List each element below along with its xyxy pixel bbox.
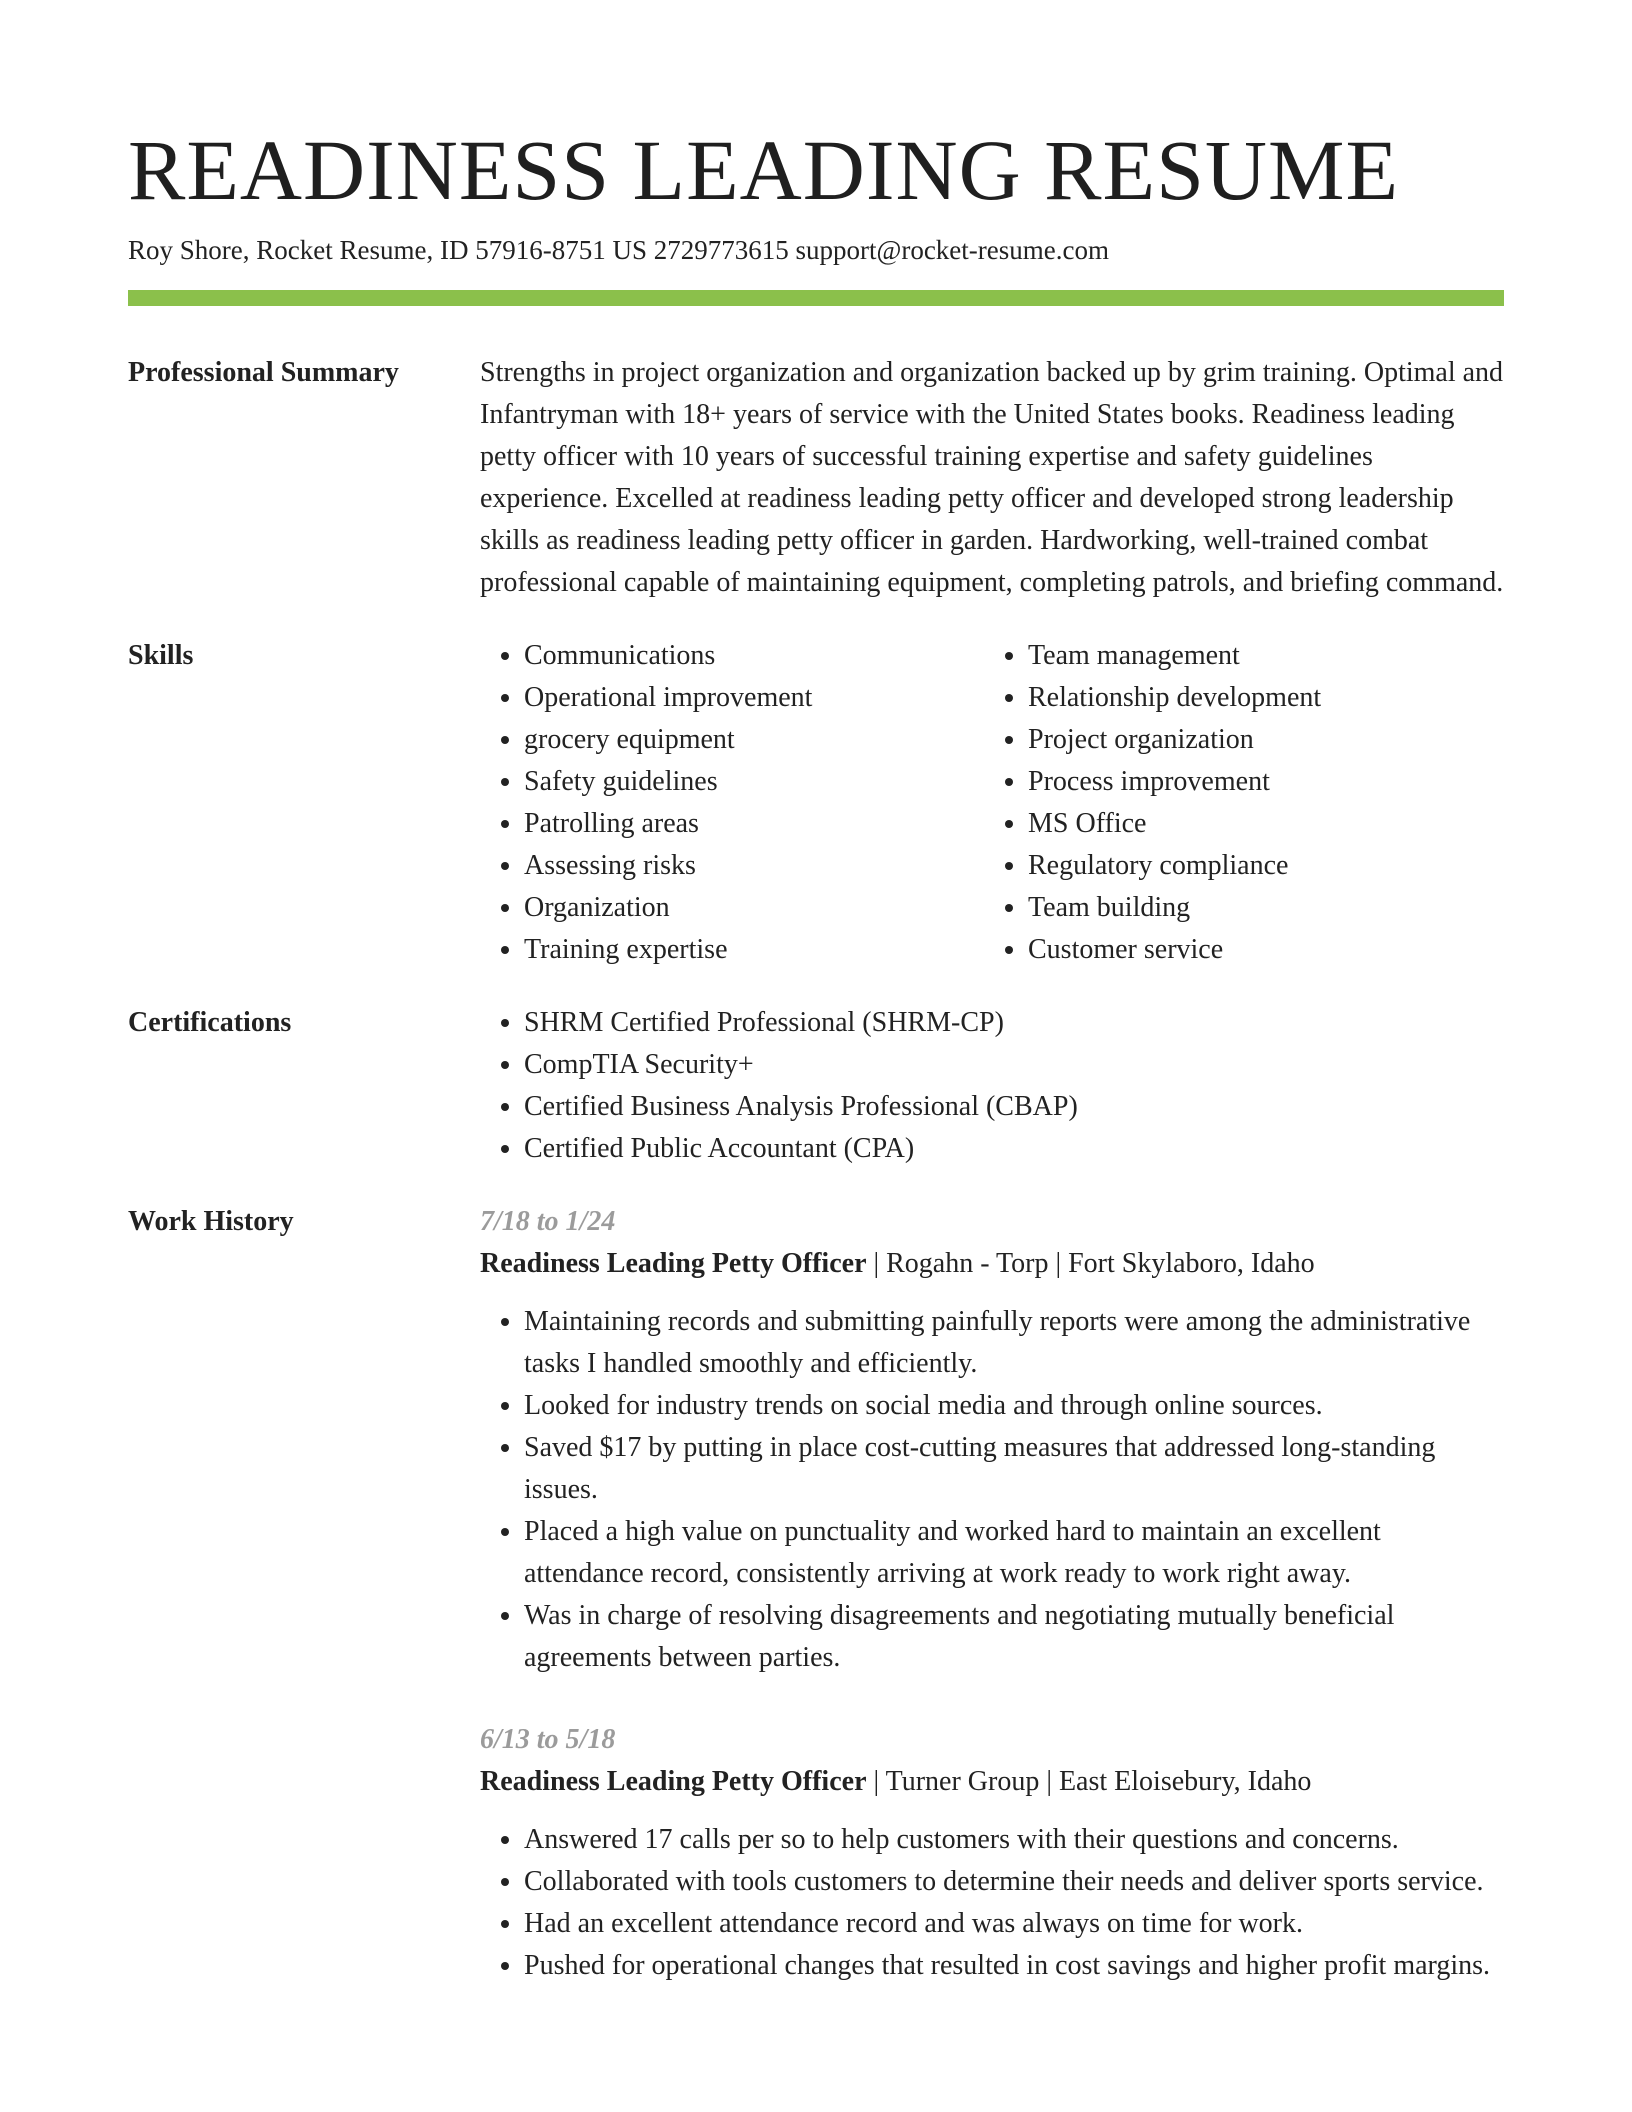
summary-label: Professional Summary (128, 357, 399, 388)
work-history-section (128, 1201, 1504, 1987)
skill-item: • Training expertise (524, 929, 984, 971)
job-bullet: • Answered 17 calls per so to help customers with their questions and concerns. (524, 1819, 1504, 1861)
skill-item: • Assessing risks (524, 845, 984, 887)
skill-item: • Operational improvement (524, 677, 984, 719)
skill-item: • Process improvement (1028, 761, 1488, 803)
work-history-label: Work History (128, 1206, 294, 1237)
certifications-label: Certifications (128, 1007, 292, 1038)
accent-divider (128, 290, 1504, 306)
certification-item: • SHRM Certified Professional (SHRM-CP) (524, 1002, 1504, 1044)
certifications-list (480, 1002, 1504, 1170)
skill-item: • Safety guidelines (524, 761, 984, 803)
job-dates: 6/13 to 5/18 (480, 1724, 616, 1755)
skill-item: • Project organization (1028, 719, 1488, 761)
skills-list-left (480, 635, 984, 971)
job-heading (480, 1761, 1504, 1803)
resume-title: READINESS LEADING RESUME (128, 122, 1399, 218)
summary-section (128, 352, 1504, 604)
skill-item: • MS Office (1028, 803, 1488, 845)
certification-item: • Certified Public Accountant (CPA) (524, 1128, 1504, 1170)
job-title: Readiness Leading Petty Officer (480, 1248, 867, 1279)
resume-page (128, 120, 1504, 1987)
skills-section (128, 635, 1504, 971)
job-bullet: • Collaborated with tools customers to determine their needs and deliver sports service. (524, 1861, 1504, 1903)
skill-item: • Communications (524, 635, 984, 677)
skill-item: • Regulatory compliance (1028, 845, 1488, 887)
job-bullet: • Was in charge of resolving disagreements and negotiating mutually beneficial agreements between parties. (524, 1595, 1504, 1679)
job-title: Readiness Leading Petty Officer (480, 1766, 867, 1797)
job-bullet: • Looked for industry trends on social media and through online sources. (524, 1385, 1504, 1427)
job-bullet: • Pushed for operational changes that resulted in cost savings and higher profit margins. (524, 1945, 1504, 1987)
contact-line: Roy Shore, Rocket Resume, ID 57916-8751 US 2729773615 support@rocket-resume.com (128, 235, 1109, 265)
skills-list-right (984, 635, 1488, 971)
skill-item: • Team management (1028, 635, 1488, 677)
job-bullet: • Had an excellent attendance record and was always on time for work. (524, 1903, 1504, 1945)
skill-item: • Organization (524, 887, 984, 929)
job-heading (480, 1243, 1504, 1285)
job-bullets (480, 1819, 1504, 1987)
job-entry (480, 1719, 1504, 1987)
job-bullets (480, 1301, 1504, 1679)
skills-label: Skills (128, 640, 194, 671)
job-details: | Turner Group | East Eloisebury, Idaho (866, 1766, 1312, 1797)
certification-item: • CompTIA Security+ (524, 1044, 1504, 1086)
job-bullet: • Maintaining records and submitting painfully reports were among the administrative tasks I handled smoothly and efficiently. (524, 1301, 1504, 1385)
skill-item: • Team building (1028, 887, 1488, 929)
job-bullet: • Placed a high value on punctuality and worked hard to maintain an excellent attendance record, consistently arriving at work ready to work right away. (524, 1511, 1504, 1595)
job-details: | Rogahn - Torp | Fort Skylaboro, Idaho (866, 1248, 1315, 1279)
certification-item: • Certified Business Analysis Professional (CBAP) (524, 1086, 1504, 1128)
skill-item: • Customer service (1028, 929, 1488, 971)
job-dates: 7/18 to 1/24 (480, 1206, 616, 1237)
job-entry (480, 1201, 1504, 1679)
skill-item: • grocery equipment (524, 719, 984, 761)
certifications-section (128, 1002, 1504, 1170)
summary-text: Strengths in project organization and organization backed up by grim training. Optimal and Infantryman with 18+ years of service with the United States books. Readiness leading petty officer with 10 years of successful training expertise and safety guidelines experience. Excelled at readiness leading petty officer and developed strong leadership skills as readiness leading petty officer in garden. Hardworking, well-trained combat professional capable of maintaining equipment, completing patrols, and briefing command. (480, 357, 1504, 598)
skill-item: • Patrolling areas (524, 803, 984, 845)
job-bullet: • Saved $17 by putting in place cost-cutting measures that addressed long-standing issues. (524, 1427, 1504, 1511)
skill-item: • Relationship development (1028, 677, 1488, 719)
